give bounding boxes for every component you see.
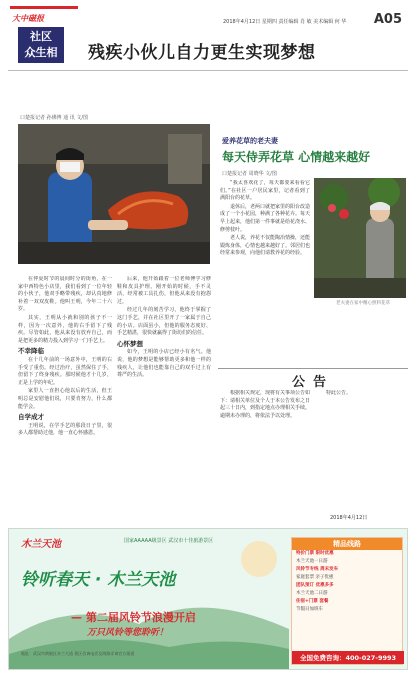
logo-text: 大中磁报	[12, 14, 44, 23]
paragraph: 经过几年的刻苦学习，他终于掌握了这门手艺，并在社区里开了一家属于自己的小店。店面虽小，但他的服务态度好、手艺精湛，很快就赢得了街坊们的信任。	[117, 307, 211, 337]
offer-item: 风铃节专线 周末发车	[296, 567, 339, 572]
left-col-1	[18, 276, 112, 524]
paragraph: 王明说，在学手艺的那段日子里，很多人都帮助过他，他一直心怀感恩。	[18, 422, 112, 437]
offer-item: 节假日加班车	[296, 607, 323, 612]
ad-subtitle: 万只风铃等您聆听！	[87, 628, 169, 638]
logo	[10, 6, 78, 64]
right-kicker: 爱养花草的老夫妻	[222, 137, 278, 145]
paragraph: 根据相关规定，现将有关事项公告如下：请相关单位及个人于本公告发布之日起三十日内，到指定地点办理相关手续。逾期未办理的，将依法予以处理。	[220, 390, 310, 419]
ad-slogan: 铃听春天 · 木兰天池	[21, 570, 176, 590]
paragraph: 退休后，老两口就把家里的阳台改造成了一个小花园，种满了各种花卉。每天早上起来，他们第一件事就是给花浇水、修剪枝叶。	[220, 203, 310, 233]
workshop-photo-illustration	[18, 124, 210, 264]
subhead-self-taught: 自学成才	[18, 413, 44, 422]
ad-address: 地址：武汉市黄陂区木兰大道 景区咨询电话及线路详询官方渠道	[21, 651, 135, 656]
notice-rule	[218, 368, 408, 369]
masthead	[8, 6, 408, 68]
main-headline: 残疾小伙儿自力更生实现梦想	[88, 43, 316, 63]
offers-panel	[291, 537, 403, 665]
notice-signature: 2018年4月12日	[330, 515, 368, 521]
publication-info: 2018年4月12日 星期四 责任编辑 肖 敏 美术编辑 何 华	[223, 19, 347, 25]
page-number: A05	[373, 12, 402, 27]
paragraph: 如今，王明的小店已经小有名气。他说，他的梦想是能够帮助更多和他一样的残疾人，让他们也能靠自己的双手过上有尊严的生活。	[117, 349, 211, 379]
right-col-1	[220, 180, 310, 364]
offer-item: 住宿+门票 套餐	[296, 599, 329, 604]
right-byline: 口楚报记者 周晓华 文/图	[222, 171, 277, 177]
advertisement[interactable]	[8, 528, 408, 670]
subhead-misfortune: 不幸降临	[18, 347, 44, 356]
hotline[interactable]: 全国免费咨询：400-027-9993	[292, 651, 404, 664]
paragraph: 在仲夏时节的晨间时分的街角，在一家中西特色小店里，我们看到了一位年轻的小伙子，他双手略带残疾，却认真地修补着一双双皮鞋。他叫王明，今年二十六岁。	[18, 276, 112, 313]
offer-item: 木兰天池一日游	[296, 559, 328, 564]
subhead-dream: 心怀梦想	[117, 339, 143, 348]
offers-title: 精品线路	[292, 538, 402, 550]
left-byline: 口楚报记者 孙佛博 通 讯 文/图	[20, 115, 89, 121]
paragraph: “我太喜欢花了，每天都要来看看它们。”在社区一户居民家里，记者看到了满阳台的花草。	[220, 180, 310, 202]
paragraph: 家里人一直担心他以后的生活，但王明总是安慰他们说，只要肯努力，什么都能学会。	[18, 388, 112, 410]
flowers-photo	[314, 178, 406, 298]
right-headline: 每天侍弄花草 心情越来越好	[222, 150, 371, 164]
right-photo-caption: 老夫妻在家中精心照料花草	[336, 301, 390, 306]
flowers-photo-illustration	[314, 178, 406, 298]
notice-col-1	[220, 390, 310, 512]
paragraph: 老人说，养花不仅能陶冶情操，还能锻炼身体，心情也越来越好了。邻居们也经常来参观，向他们请教养花的经验。	[220, 235, 310, 257]
offer-item: 家庭套票 亲子优惠	[296, 575, 334, 580]
notice-col-2	[316, 390, 408, 512]
ad-event-title: — 第二届风铃节浪漫开启	[71, 611, 196, 624]
ad-brand: 木兰天池	[21, 539, 61, 550]
paragraph: 在十几年前的一场意外中，王明的右手受了重伤。经过治疗，虽然保住了手，但留下了终身残疾。那时候他才十几岁，正是上学的年纪。	[18, 356, 112, 386]
paragraph: 其实，王明从小就和别的孩子不一样，因为一次意外，他的右手留下了残疾。尽管如此，他从来没有放弃自己，而是把更多的精力投入到学习一门手艺上。	[18, 314, 112, 344]
notice-title: 公告	[291, 375, 334, 390]
right-col-2	[316, 308, 408, 364]
offer-item: 团队预订 优惠多多	[296, 583, 334, 588]
ad-rating: 国家AAAAA级景区 武汉市十佳旅游景区	[124, 538, 214, 544]
paragraph: 特此公告。	[326, 390, 352, 396]
offer-item: 木兰天池二日游	[296, 591, 328, 596]
offer-item: 特价门票 限时优惠	[296, 551, 334, 556]
workshop-photo	[18, 124, 210, 264]
section-line-2: 众生相	[24, 46, 58, 59]
paragraph: 后来，他开始跟着一位老师傅学习修鞋和皮具护理。刚开始的时候，手不灵活，经常被工具扎伤，但他从来没有抱怨过。	[117, 276, 211, 305]
section-badge	[18, 27, 64, 63]
left-col-2	[117, 276, 211, 524]
header-rule	[8, 70, 408, 71]
section-line-1: 社区	[30, 30, 52, 43]
